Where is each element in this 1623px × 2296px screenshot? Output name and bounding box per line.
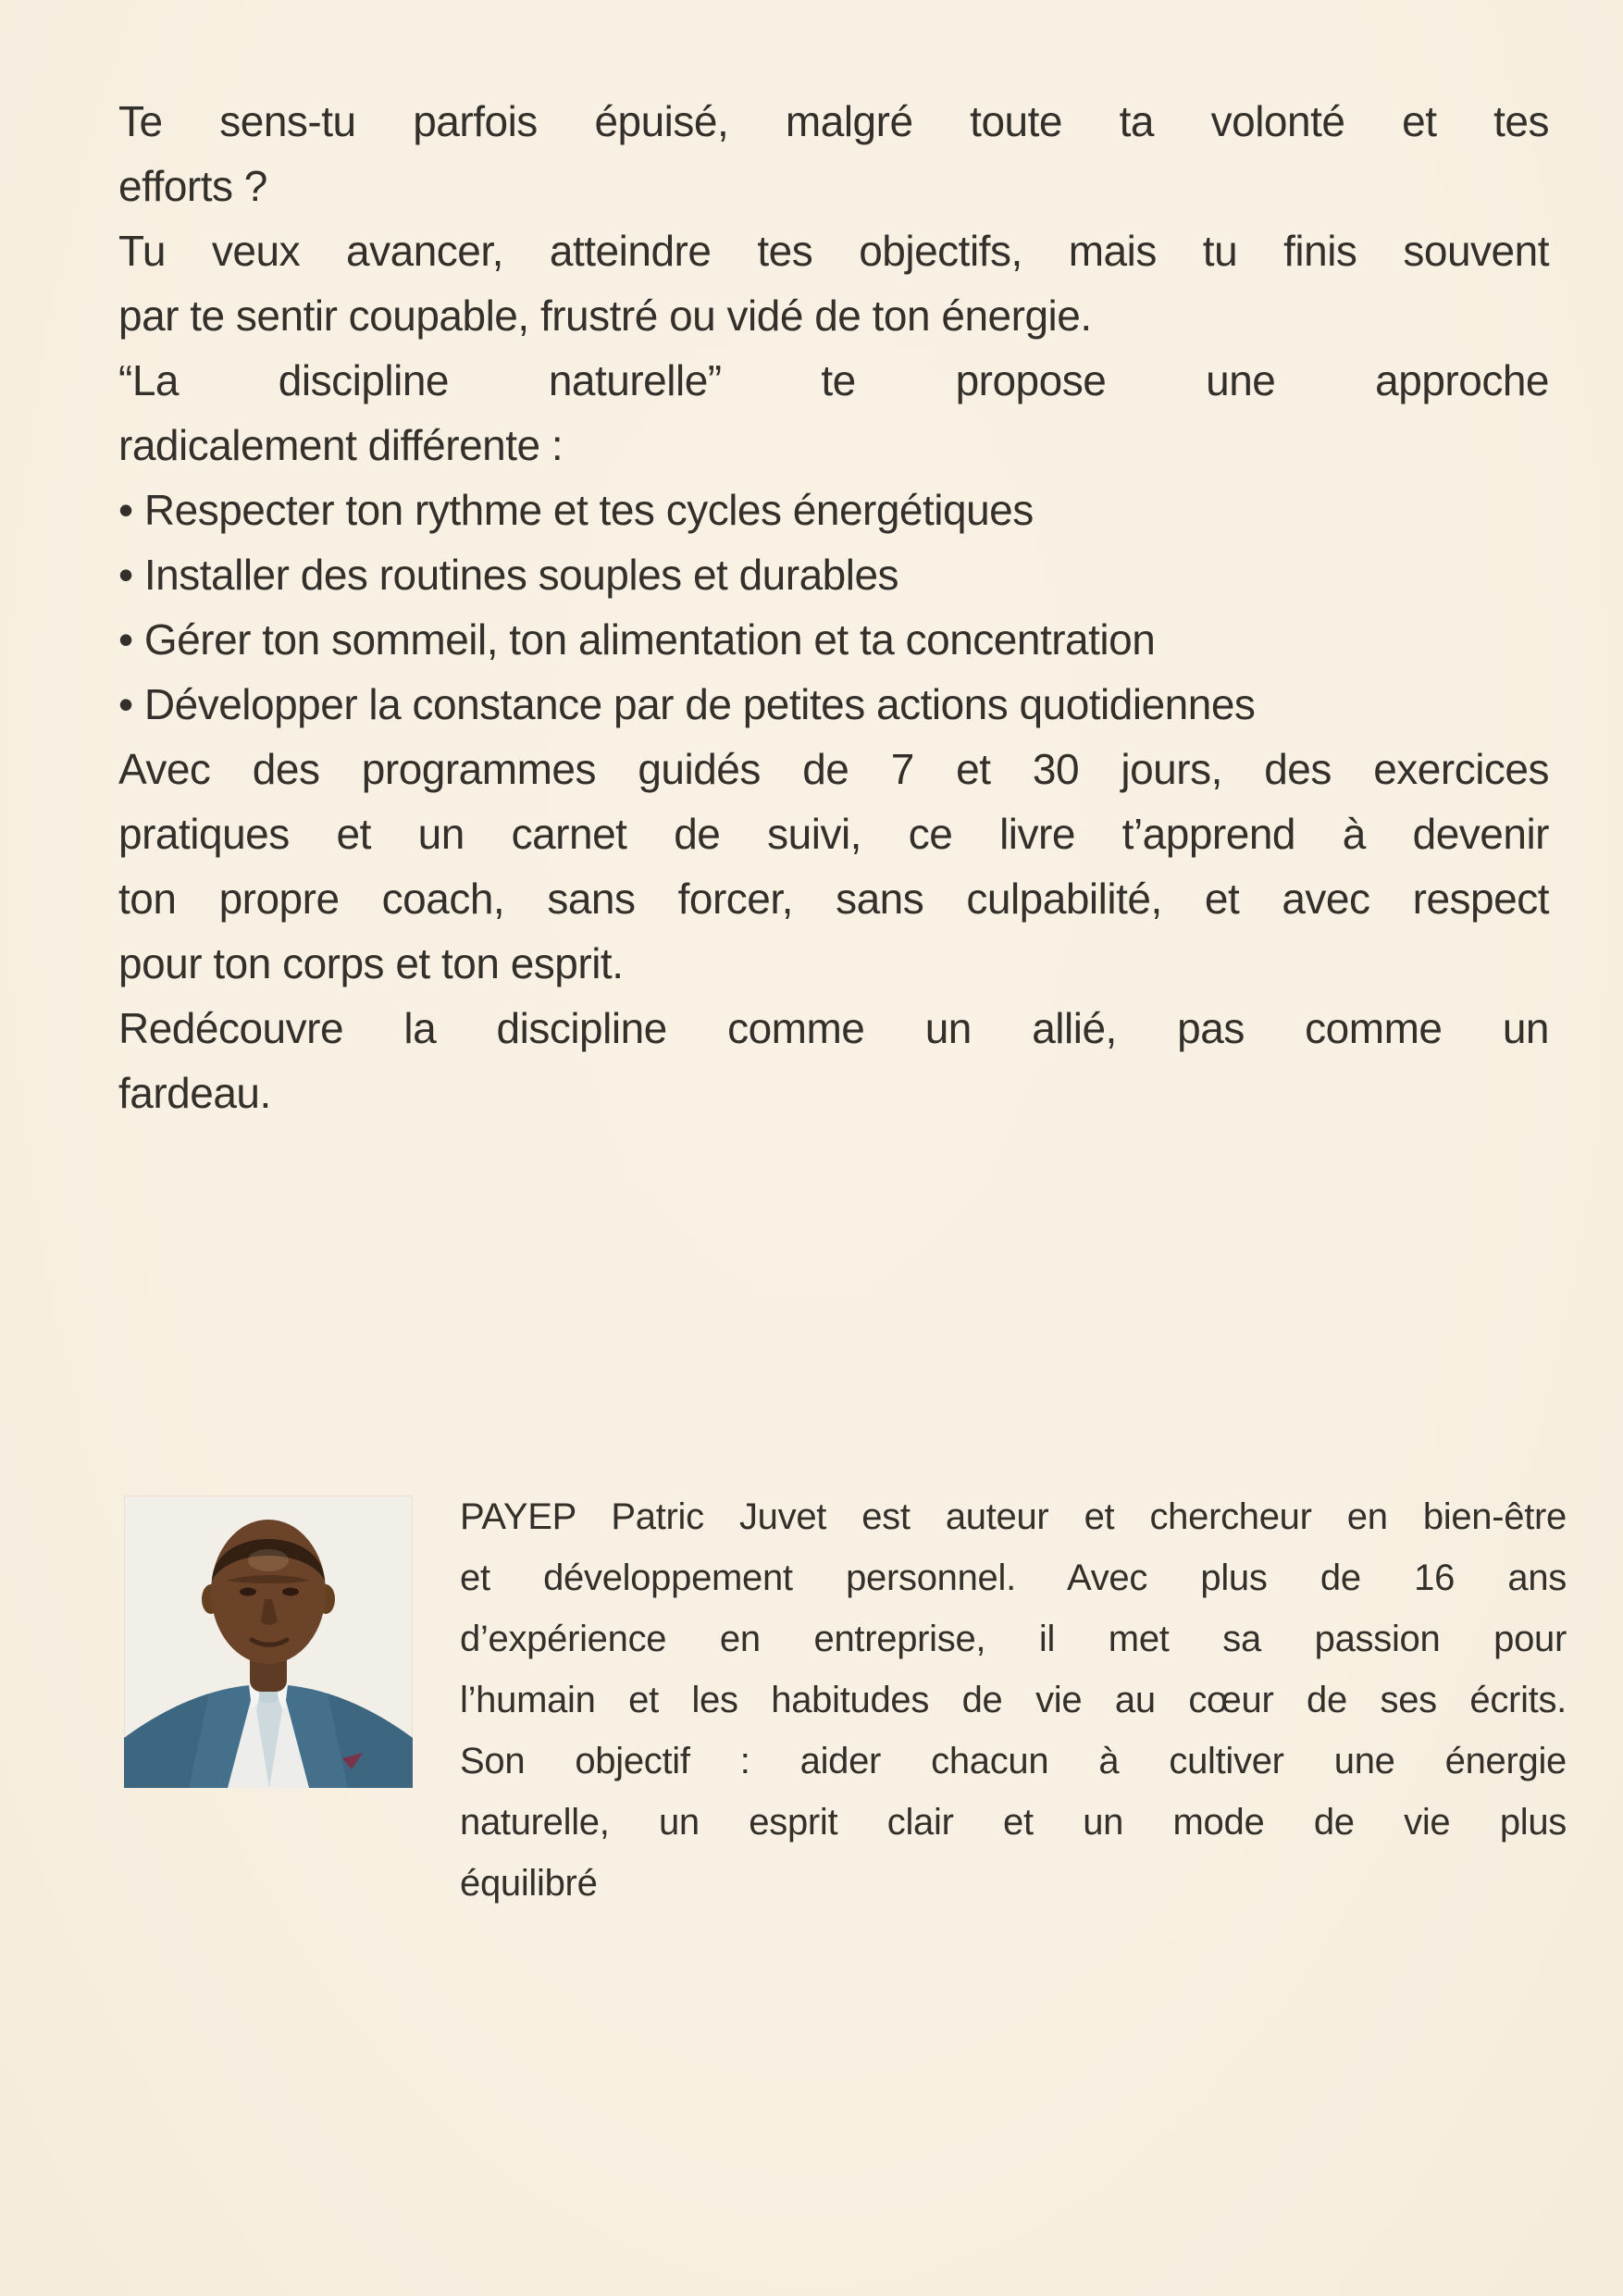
text-line: • Installer des routines souples et durables [118,551,899,599]
text-line: l’humain et les habitudes de vie au cœur de ses écrits. [460,1680,1567,1720]
text-line: équilibré [460,1863,598,1904]
paragraph [118,478,1549,542]
text-line: Son objectif : aider chacun à cultiver une énergie [460,1741,1567,1781]
paragraph [118,542,1549,607]
text-line: fardeau. [118,1069,271,1117]
text-line: ton propre coach, sans forcer, sans culpabilité, et avec respect [118,875,1549,923]
synopsis-text [118,89,1549,1125]
text-line: Redécouvre la discipline comme un allié, pas comme un [118,1004,1549,1052]
text-line: • Développer la constance par de petites actions quotidiennes [118,680,1256,728]
text-line: et développement personnel. Avec plus de 16 ans [460,1558,1567,1598]
paragraph [118,218,1549,348]
text-line: par te sentir coupable, frustré ou vidé de ton énergie. [118,292,1092,340]
text-line: pratiques et un carnet de suivi, ce livre t’apprend à devenir [118,810,1549,858]
paragraph [118,737,1549,996]
text-line: Tu veux avancer, atteindre tes objectifs, mais tu finis souvent [118,227,1549,275]
paragraph [460,1486,1567,1914]
text-line: Avec des programmes guidés de 7 et 30 jours, des exercices [118,745,1549,793]
author-bio [460,1486,1567,1914]
paragraph [118,996,1549,1125]
author-portrait-image [124,1496,413,1788]
text-line: pour ton corps et ton esprit. [118,939,624,987]
paragraph [118,89,1549,218]
text-line: • Respecter ton rythme et tes cycles énergétiques [118,486,1034,534]
text-line: d’expérience en entreprise, il met sa passion pour [460,1619,1567,1659]
text-line: efforts ? [118,162,267,210]
paragraph [118,607,1549,672]
paragraph [118,672,1549,737]
text-line: naturelle, un esprit clair et un mode de vie plus [460,1802,1567,1843]
author-photo [124,1496,413,1788]
text-line: Te sens-tu parfois épuisé, malgré toute ta volonté et tes [118,97,1549,145]
text-line: radicalement différente : [118,421,564,469]
text-line: “La discipline naturelle” te propose une approche [118,356,1549,404]
text-line: PAYEP Patric Juvet est auteur et chercheur en bien-être [460,1496,1567,1537]
paragraph [118,348,1549,478]
text-line: • Gérer ton sommeil, ton alimentation et ta concentration [118,615,1156,664]
